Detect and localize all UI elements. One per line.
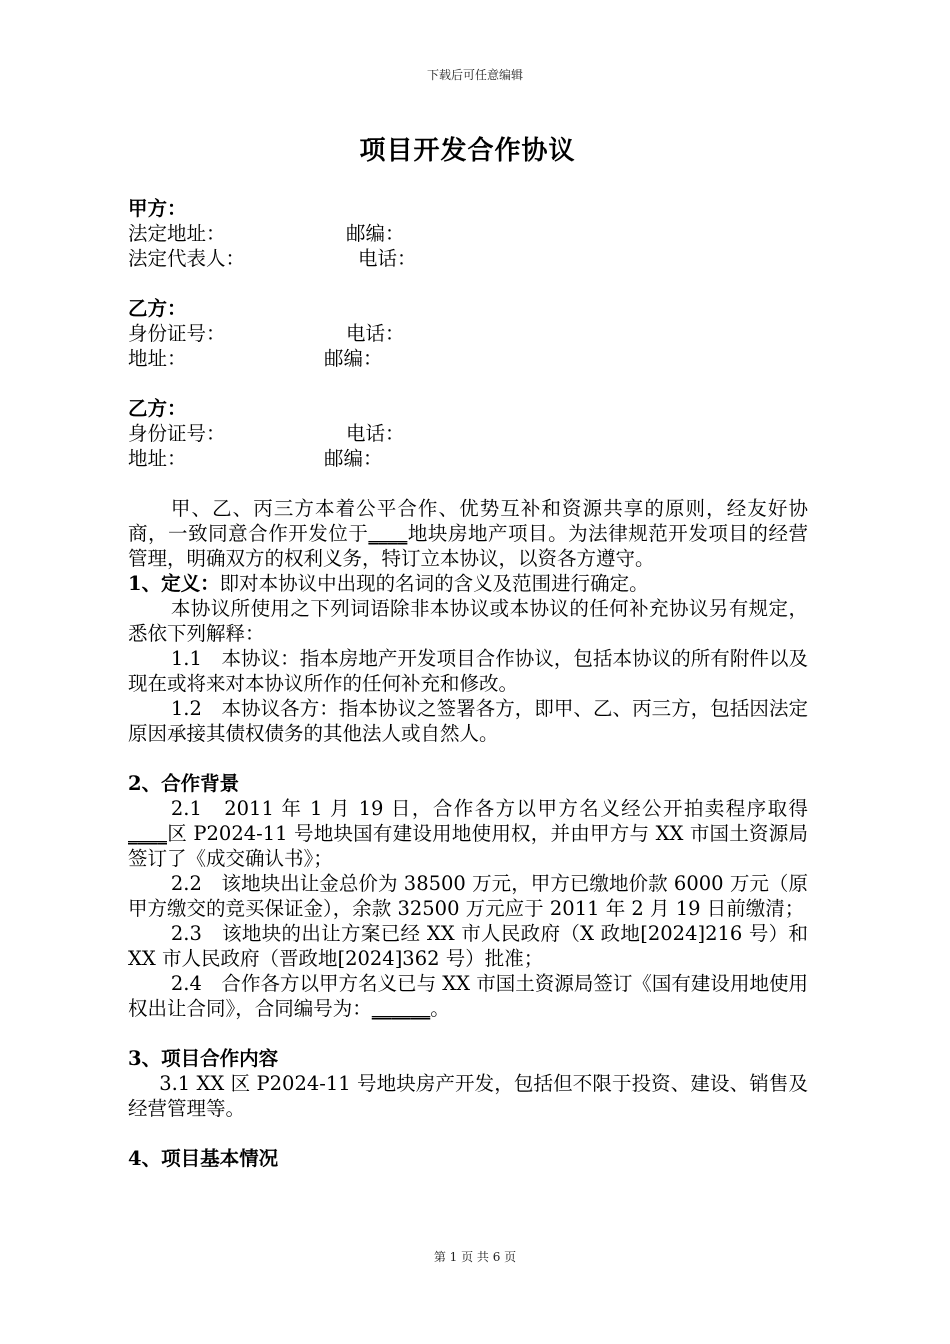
intro-paragraph [128, 496, 808, 571]
section1-item2: 1.2 本协议各方：指本协议之签署各方，即甲、乙、丙三方，包括因法定原因承接其债权债务的其他法人或自然人。 [128, 697, 808, 745]
document-title: 项目开发合作协议 [359, 136, 576, 166]
section3-item1: 3.1 XX 区 P2024-11 号地块房产开发，包括但不限于投资、建设、销售及经营管理等。 [128, 1072, 808, 1120]
section2-item1-blank: ____ [128, 822, 167, 845]
party-b2-address-label: 地址： [128, 447, 187, 470]
section1-item1: 1.1 本协议：指本房地产开发项目合作协议，包括本协议的所有附件以及现在或将来对本协议所作的任何补充和修改。 [128, 647, 808, 695]
section1-heading-rest: 即对本协议中出现的名词的含义及范围进行确定。 [219, 572, 649, 595]
party-a-address-label: 法定地址： [128, 222, 226, 245]
section2-item4-text-b: 。 [430, 997, 450, 1020]
section2-item1 [128, 796, 808, 871]
section2-item1-text-a: 2.1 2011 年 1 月 19 日，合作各方以甲方名义经公开拍卖程序取得 [170, 797, 808, 820]
party-b1-id-label: 身份证号： [128, 322, 226, 345]
party-b2-id-label: 身份证号： [128, 422, 226, 445]
intro-text-1: 甲、乙、丙三方本着公平合作、优势互补和资源共享的原则，经友好协商，一致同意合作开发位于 [128, 497, 808, 545]
section2-item3: 2.3 该地块的出让方案已经 XX 市人民政府（X 政地[2024]216 号）和 XX 市人民政府（晋政地[2024]362 号）批准； [128, 922, 808, 970]
party-b1-address-row [128, 346, 808, 371]
section2-heading: 2、合作背景 [128, 772, 240, 795]
section1-heading-row [128, 571, 808, 596]
section2-item4-blank: ______ [371, 997, 431, 1020]
party-a-postcode-label: 邮编： [346, 222, 405, 245]
section2-item2: 2.2 该地块出让金总价为 38500 万元，甲方已缴地价款 6000 万元（原甲方缴交的竞买保证金），余款 32500 万元应于 2011 年 2 月 19 日前缴清； [128, 872, 808, 920]
party-b1-label: 乙方： [128, 297, 187, 320]
section4-heading: 4、项目基本情况 [128, 1147, 279, 1170]
intro-blank: ____ [368, 522, 408, 545]
page-header: 下载后可任意编辑 [426, 68, 523, 82]
section2-item4-text-a: 2.4 合作各方以甲方名义已与 XX 市国土资源局签订《国有建设用地使用权出让合同》，合同编号为： [128, 972, 808, 1020]
party-b1-postcode-label: 邮编： [324, 347, 383, 370]
document-body [128, 196, 808, 1171]
party-b2-address-row [128, 446, 808, 471]
party-a-rep-row [128, 246, 808, 271]
intro-text-2: 地块房地产项目。为法律规范开发项目的经营管理，明确双方的权利义务，特订立本协议，以资各方遵守。 [128, 522, 808, 570]
section1-heading: 1、定义： [128, 572, 220, 595]
section2-item4 [128, 971, 808, 1021]
section3-heading: 3、项目合作内容 [128, 1047, 279, 1070]
page-footer: 第 1 页 共 6 页 [433, 1250, 517, 1264]
section1-para: 本协议所使用之下列词语除非本协议或本协议的任何补充协议另有规定，悉依下列解释： [128, 597, 808, 645]
section2-item1-text-b: 区 P2024-11 号地块国有建设用地使用权，并由甲方与 XX 市国土资源局签订了《成交确认书》； [128, 822, 808, 870]
party-b1-address-label: 地址： [128, 347, 187, 370]
party-b2-id-row [128, 421, 808, 446]
party-b2-label: 乙方： [128, 397, 187, 420]
party-a-phone-label: 电话： [358, 247, 417, 270]
party-b2-phone-label: 电话： [346, 422, 405, 445]
party-b1-phone-label: 电话： [346, 322, 405, 345]
party-a-address-row [128, 221, 808, 246]
party-a-label: 甲方： [128, 197, 187, 220]
party-b1-id-row [128, 321, 808, 346]
party-b2-postcode-label: 邮编： [324, 447, 383, 470]
party-a-rep-label: 法定代表人： [128, 247, 246, 270]
